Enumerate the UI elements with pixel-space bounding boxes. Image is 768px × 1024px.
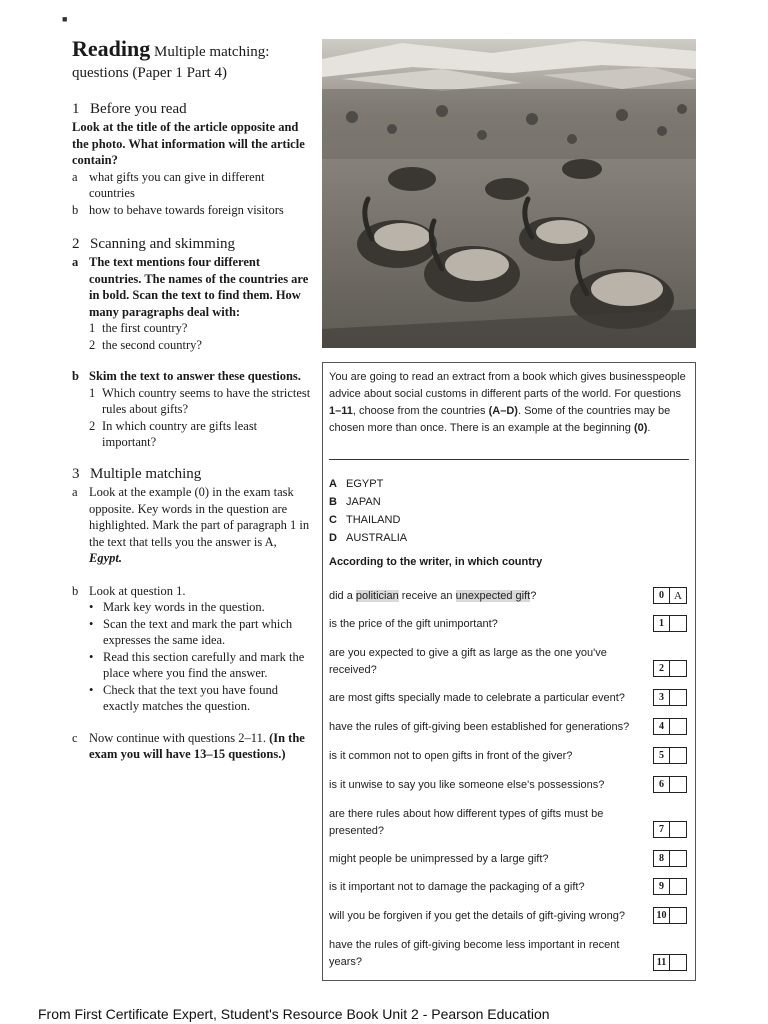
- answer-box-10: 10: [653, 907, 687, 924]
- section-3b-bullet-3: • Read this section carefully and mark the place where you find the answer.: [89, 649, 305, 680]
- divider-line: [329, 459, 689, 460]
- section-scanning-skimming: [72, 235, 312, 451]
- section-2a: a The text mentions four different countries. The names of the countries are in bold. Scan the text to find them. How many paragraphs deal with:: [72, 255, 309, 319]
- option-b: B JAPAN: [329, 496, 381, 508]
- section-before-you-read: [72, 100, 312, 218]
- question-stem: According to the writer, in which country: [329, 556, 543, 568]
- question-5-text: is it common not to open gifts in front of the giver?: [329, 750, 573, 762]
- title-main: Reading: [72, 36, 151, 61]
- question-11-text: have the rules of gift-giving become less important in recent years?: [329, 939, 620, 968]
- answer-field-0[interactable]: A: [670, 587, 687, 604]
- answer-field-7[interactable]: [670, 821, 687, 838]
- answer-field-5[interactable]: [670, 747, 687, 764]
- left-column: [72, 36, 312, 761]
- answer-box-9: 9: [653, 878, 687, 895]
- section-3a: a Look at the example (0) in the exam task opposite. Key words in the question are highlighted. Mark the part of paragraph 1 in the text that tells you the answer is A, Egypt.: [72, 485, 310, 565]
- question-1-text: is the price of the gift unimportant?: [329, 618, 498, 630]
- answer-field-4[interactable]: [670, 718, 687, 735]
- source-caption: From First Certificate Expert, Student's Resource Book Unit 2 - Pearson Education: [38, 1006, 550, 1022]
- section-3b-bullet-1: • Mark key words in the question.: [89, 600, 265, 614]
- question-0-text: did a politician receive an unexpected gift?: [329, 590, 537, 602]
- answer-box-0: 0 A: [653, 587, 687, 604]
- section-3-heading: 3 Multiple matching: [72, 466, 202, 482]
- page-title: [72, 38, 312, 84]
- answer-field-6[interactable]: [670, 776, 687, 793]
- section-2b-item-1: 1 Which country seems to have the strictest rules about gifts?: [89, 385, 311, 416]
- answer-field-8[interactable]: [670, 850, 687, 867]
- section-2a-item-2: 2 the second country?: [89, 337, 202, 352]
- section-1-heading: 1 Before you read: [72, 101, 187, 117]
- section-3b-bullet-2: • Scan the text and mark the part which expresses the same idea.: [89, 616, 293, 647]
- section-1-instruction: Look at the title of the article opposite and the photo. What information will the article contain?: [72, 120, 305, 167]
- answer-field-1[interactable]: [670, 615, 687, 632]
- answer-field-10[interactable]: [670, 907, 687, 924]
- country-options: [329, 475, 529, 547]
- answer-field-9[interactable]: [670, 878, 687, 895]
- task-instructions: You are going to read an extract from a book which gives businesspeople advice about social customs in different parts of the world. For questions 1–11, choose from the countries (A–D). Some of the countries may be chosen more than once. There is an example at the beginning (0).: [329, 371, 686, 434]
- exam-task-box: [322, 362, 696, 981]
- question-7-text: are there rules about how different types of gifts must be presented?: [329, 808, 604, 837]
- answer-box-8: 8: [653, 850, 687, 867]
- corner-mark: ■: [62, 14, 68, 24]
- question-6-text: is it unwise to say you like someone else's possessions?: [329, 779, 605, 791]
- option-c: C THAILAND: [329, 514, 401, 526]
- section-3b: b Look at question 1.: [72, 583, 186, 598]
- section-1-item-a: a what gifts you can give in different countries: [72, 169, 265, 200]
- section-3b-bullet-4: • Check that the text you have found exactly matches the question.: [89, 682, 278, 713]
- answer-field-11[interactable]: [670, 954, 687, 971]
- answer-field-3[interactable]: [670, 689, 687, 706]
- market-camels-photo: [322, 39, 696, 348]
- answer-box-5: 5: [653, 747, 687, 764]
- answer-field-2[interactable]: [670, 660, 687, 677]
- question-2-text: are you expected to give a gift as large as the one you've received?: [329, 647, 607, 676]
- option-d: D AUSTRALIA: [329, 532, 408, 544]
- section-2a-item-1: 1 the first country?: [89, 321, 188, 335]
- section-multiple-matching: [72, 465, 312, 763]
- answer-box-3: 3: [653, 689, 687, 706]
- section-2b: b Skim the text to answer these questions.: [72, 369, 301, 383]
- question-9-text: is it important not to damage the packaging of a gift?: [329, 881, 585, 893]
- question-10-text: will you be forgiven if you get the details of gift-giving wrong?: [329, 910, 625, 922]
- title-part-1: Multiple matching:: [154, 44, 270, 60]
- question-3-text: are most gifts specially made to celebrate a particular event?: [329, 692, 625, 704]
- question-8-text: might people be unimpressed by a large gift?: [329, 853, 549, 865]
- answer-box-6: 6: [653, 776, 687, 793]
- option-a: A EGYPT: [329, 478, 384, 490]
- photo-image: [322, 39, 696, 348]
- section-2b-item-2: 2 In which country are gifts least important?: [89, 418, 258, 449]
- section-2-heading: 2 Scanning and skimming: [72, 236, 235, 252]
- answer-box-2: 2: [653, 660, 687, 677]
- answer-box-11: 11: [653, 954, 687, 971]
- question-4-text: have the rules of gift-giving been established for generations?: [329, 721, 630, 733]
- section-3c: c Now continue with questions 2–11. (In the exam you will have 13–15 questions.): [72, 730, 305, 761]
- title-part-2: questions (Paper 1 Part 4): [72, 65, 227, 81]
- section-1-item-b: b how to behave towards foreign visitors: [72, 202, 284, 217]
- answer-box-4: 4: [653, 718, 687, 735]
- answer-box-1: 1: [653, 615, 687, 632]
- answer-box-7: 7: [653, 821, 687, 838]
